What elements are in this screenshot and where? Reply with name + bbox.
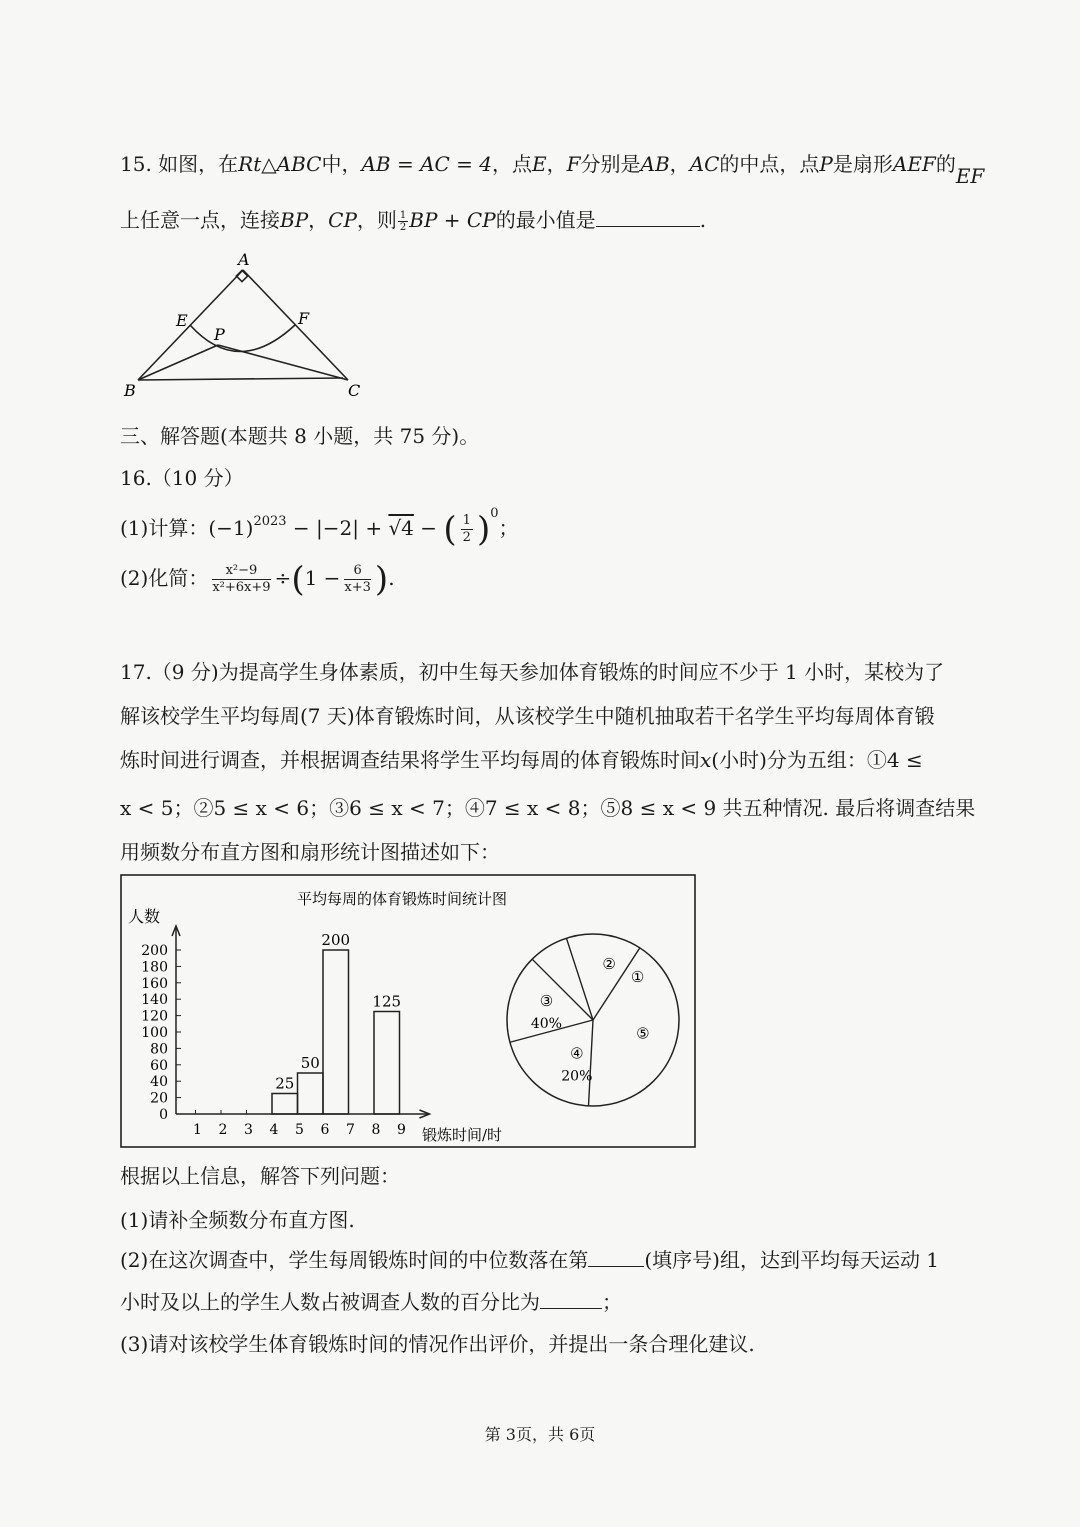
q15-fraction-den: 2 <box>399 222 407 233</box>
q15-expression: BP + CP <box>409 208 496 232</box>
histogram-bar <box>272 1094 298 1115</box>
q15-text: 分别是 <box>580 152 641 176</box>
q15-line1 <box>120 148 985 188</box>
segment-bp <box>138 345 218 380</box>
pie-group-label: ② <box>602 954 616 973</box>
label-c: C <box>348 381 361 400</box>
pie-slice-boundary <box>566 938 593 1020</box>
q15-text: 的中点，点 <box>719 152 820 176</box>
q17-var: x <box>700 748 712 772</box>
y-axis-label: 人数 <box>128 907 161 926</box>
q17-line4: x < 5；②5 ≤ x < 6；③6 ≤ x < 7；④7 ≤ x < 8；⑤8 ≤ x < 9 共五种情况. 最后将调查结果 <box>120 796 976 820</box>
q16-paren: ) <box>476 509 491 550</box>
q17-text: ； <box>602 1290 622 1314</box>
x-tick-label: 7 <box>346 1122 355 1138</box>
q16-paren: ) <box>374 559 389 600</box>
q16-fraction-den: x²+6x+9 <box>212 580 271 595</box>
x-tick-label: 5 <box>295 1122 304 1138</box>
q17-text: 炼时间进行调查，并根据调查结果将学生平均每周的体育锻炼时间 <box>120 748 700 772</box>
q15-fraction-num: 1 <box>399 210 407 221</box>
x-tick-label: 9 <box>397 1122 406 1138</box>
q17-sub3: (3)请对该校学生体育锻炼时间的情况作出评价，并提出一条合理化建议. <box>120 1332 755 1356</box>
q17-text: (填序号)组，达到平均每天运动 1 <box>644 1248 940 1272</box>
x-axis-label: 锻炼时间/时 <box>422 1126 503 1144</box>
label-a: A <box>238 250 250 269</box>
chart-border <box>121 875 695 1147</box>
q15-seg-bp: BP <box>280 208 309 232</box>
q15-point-e: E <box>532 152 547 176</box>
label-b: B <box>124 381 136 400</box>
q16-half-den: 2 <box>462 530 471 545</box>
q16-part2 <box>120 559 395 600</box>
q15-answer-blank[interactable] <box>596 226 700 227</box>
pie-percent-label: 20% <box>561 1068 593 1085</box>
q15-seg-ab: AB <box>640 152 670 176</box>
bar-value-label: 25 <box>275 1074 295 1093</box>
q17-line3 <box>120 744 923 773</box>
q15-sector: AEF <box>892 152 936 176</box>
q17-after: 根据以上信息，解答下列问题： <box>120 1164 400 1188</box>
histogram <box>141 926 429 1138</box>
label-f: F <box>298 309 310 328</box>
q16-term: . <box>388 566 395 590</box>
pie-group-label: ④ <box>570 1044 584 1063</box>
q15-arc: EF <box>955 164 985 188</box>
x-tick-label: 1 <box>193 1122 202 1138</box>
q15-text: 上任意一点，连接 <box>120 208 280 232</box>
q17-sub2-cont <box>120 1286 622 1315</box>
bar-value-label: 200 <box>321 931 351 949</box>
q16-exponent: 0 <box>490 506 499 521</box>
histogram-bar <box>374 1012 400 1115</box>
q15-point-f: F <box>566 152 581 176</box>
q15-triangle-figure <box>118 250 378 400</box>
q16-part1 <box>120 506 519 550</box>
x-tick-label: 6 <box>320 1122 330 1138</box>
pie-slice-boundary <box>532 959 593 1020</box>
y-tick-label: 140 <box>141 992 168 1009</box>
q16-half <box>461 513 473 546</box>
q16-term: (−1) <box>208 516 254 540</box>
q17-line1: 17.（9 分)为提高学生身体素质，初中生每天参加体育锻炼的时间应不少于 1 小时，某校为了 <box>120 660 945 684</box>
x-tick-label: 8 <box>371 1122 381 1138</box>
pie-group-label: ① <box>630 967 645 986</box>
y-tick-label: 0 <box>159 1107 168 1123</box>
q15-text: ，则 <box>356 208 397 232</box>
q15-fraction <box>398 210 408 233</box>
q15-triangle: Rt△ABC <box>238 152 322 176</box>
q15-text: ， <box>308 208 329 232</box>
x-tick-label: 4 <box>269 1122 279 1138</box>
q17-text: (2)在这次调查中，学生每周锻炼时间的中位数落在第 <box>120 1248 589 1272</box>
q15-text: 的最小值是 <box>495 208 596 232</box>
pie-group-label: ⑤ <box>636 1024 650 1043</box>
q17-line5: 用频数分布直方图和扇形统计图描述如下： <box>120 840 500 864</box>
y-tick-label: 180 <box>141 959 168 976</box>
y-tick-label: 100 <box>141 1025 168 1041</box>
q16-paren: ( <box>443 509 457 550</box>
y-tick-label: 200 <box>141 943 168 959</box>
x-tick-label: 2 <box>218 1122 228 1138</box>
q15-text: ， <box>546 152 567 176</box>
label-e: E <box>176 311 188 330</box>
q17-chart <box>120 874 696 1148</box>
bar-value-label: 50 <box>300 1054 320 1072</box>
histogram-bar <box>298 1073 324 1114</box>
page-footer: 第 3页，共 6页 <box>484 1425 596 1444</box>
q15-equation: AB = AC = 4 <box>361 152 493 176</box>
q17-text: (小时)分为五组：①4 ≤ <box>711 748 923 772</box>
y-tick-label: 40 <box>150 1074 168 1091</box>
y-tick-label: 60 <box>150 1057 168 1074</box>
q16-fraction <box>344 563 371 596</box>
q16-fraction-den: x+3 <box>344 580 371 595</box>
q16-term: ÷ <box>274 566 292 590</box>
q15-text: . <box>699 208 707 232</box>
y-tick-label: 160 <box>141 975 168 992</box>
q15-line2 <box>120 204 706 233</box>
y-tick-label: 20 <box>150 1090 168 1107</box>
q16-half-num: 1 <box>462 513 471 528</box>
segment-cp <box>218 345 348 380</box>
pie-chart <box>507 934 679 1106</box>
q15-seg-cp: CP <box>328 208 357 232</box>
arc-ef <box>190 325 295 352</box>
q16-fraction-num: x²−9 <box>212 563 270 580</box>
q17-sub1: (1)请补全频数分布直方图. <box>120 1208 355 1232</box>
q16-part1-label: (1)计算： <box>120 516 209 540</box>
q15-text: 中， <box>321 152 362 176</box>
chart-title: 平均每周的体育锻炼时间统计图 <box>296 890 508 908</box>
q15-text: ， <box>669 152 690 176</box>
q16-exponent: 2023 <box>253 514 287 529</box>
pie-group-label: ③ <box>539 991 554 1010</box>
q17-median-blank[interactable] <box>588 1266 644 1267</box>
q16-term: − <box>413 516 444 540</box>
q15-point-p: P <box>819 152 833 176</box>
q16-fraction <box>212 563 270 596</box>
q15-text: ，点 <box>492 152 533 176</box>
q15-seg-ac: AC <box>689 152 720 176</box>
q16-term: − |−2| + <box>286 516 389 540</box>
side-bc <box>138 378 343 380</box>
q17-line2: 解该校学生平均每周(7 天)体育锻炼时间，从该校学生中随机抽取若干名学生平均每周体育锻 <box>120 704 935 728</box>
histogram-bar <box>323 950 349 1114</box>
side-ac <box>243 270 348 380</box>
y-tick-label: 80 <box>150 1041 168 1058</box>
label-p: P <box>214 325 225 344</box>
section-title: 三、解答题(本题共 8 小题，共 75 分)。 <box>120 424 480 448</box>
q15-text: 15. 如图，在 <box>120 152 239 176</box>
q15-text: 的 <box>935 152 956 176</box>
q17-sub2 <box>120 1244 939 1273</box>
q16-part2-label: (2)化简： <box>120 566 209 590</box>
q15-text: 是扇形 <box>832 152 893 176</box>
q17-text: 小时及以上的学生人数占被调查人数的百分比为 <box>120 1290 540 1314</box>
q16-term: 1 − <box>304 566 341 590</box>
q16-sqrt: √4 <box>388 516 414 540</box>
bar-value-label: 125 <box>372 992 402 1011</box>
q16-header: 16.（10 分） <box>120 466 244 490</box>
y-tick-label: 120 <box>141 1008 168 1025</box>
q16-paren: ( <box>291 559 305 600</box>
q16-fraction-num: 6 <box>344 563 371 580</box>
pie-percent-label: 40% <box>530 1015 562 1032</box>
pie-slice-boundary <box>588 1020 593 1106</box>
q17-percent-blank[interactable] <box>540 1308 602 1309</box>
x-tick-label: 3 <box>244 1122 253 1138</box>
q16-term: ； <box>498 516 519 540</box>
